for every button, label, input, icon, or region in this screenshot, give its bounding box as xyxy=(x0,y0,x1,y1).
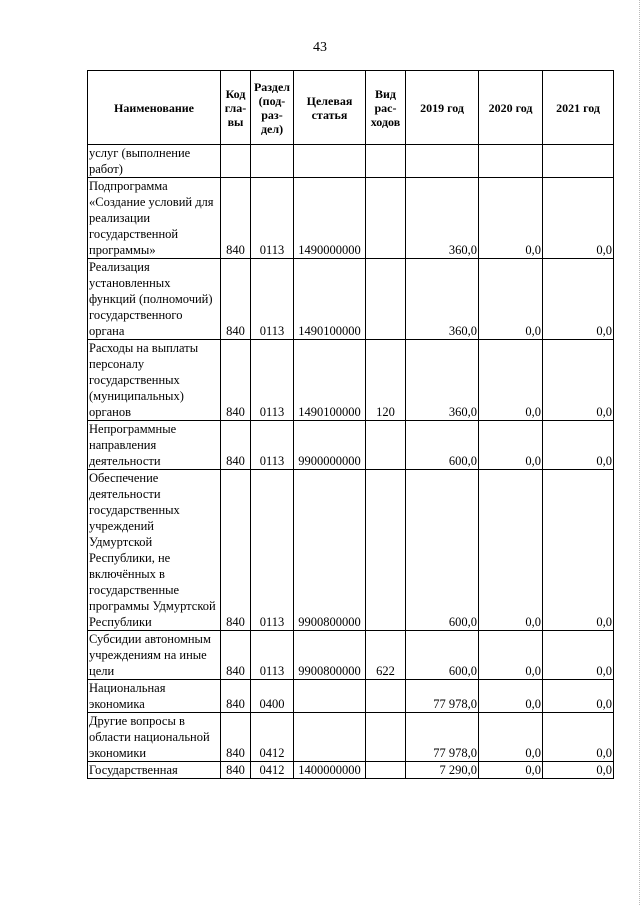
cell-y2019: 77 978,0 xyxy=(406,680,479,713)
header-name: Наименование xyxy=(88,71,221,145)
cell-name: Национальная экономика xyxy=(88,680,221,713)
cell-expense: 120 xyxy=(366,340,406,421)
header-row xyxy=(88,71,614,145)
cell-article: 9900000000 xyxy=(294,421,366,470)
cell-section: 0113 xyxy=(251,470,294,631)
header-code: Код гла- вы xyxy=(221,71,251,145)
cell-y2020: 0,0 xyxy=(479,178,543,259)
table-row xyxy=(88,680,614,713)
cell-article: 1490000000 xyxy=(294,178,366,259)
cell-y2021: 0,0 xyxy=(543,762,614,779)
header-expense: Вид рас- ходов xyxy=(366,71,406,145)
header-2020: 2020 год xyxy=(479,71,543,145)
header-2021: 2021 год xyxy=(543,71,614,145)
table-row xyxy=(88,178,614,259)
cell-y2020: 0,0 xyxy=(479,259,543,340)
cell-expense xyxy=(366,421,406,470)
table-body xyxy=(88,145,614,779)
cell-expense: 622 xyxy=(366,631,406,680)
cell-article xyxy=(294,680,366,713)
cell-y2021: 0,0 xyxy=(543,421,614,470)
cell-expense xyxy=(366,259,406,340)
cell-article: 1490100000 xyxy=(294,259,366,340)
cell-y2020: 0,0 xyxy=(479,421,543,470)
cell-y2021 xyxy=(543,145,614,178)
cell-code: 840 xyxy=(221,680,251,713)
cell-y2020: 0,0 xyxy=(479,340,543,421)
cell-y2021: 0,0 xyxy=(543,340,614,421)
cell-name: Подпрограмма «Создание условий для реализации государственной программы» xyxy=(88,178,221,259)
cell-section: 0113 xyxy=(251,340,294,421)
table-row xyxy=(88,259,614,340)
cell-name: услуг (выполнение работ) xyxy=(88,145,221,178)
cell-code xyxy=(221,145,251,178)
cell-expense xyxy=(366,713,406,762)
cell-section xyxy=(251,145,294,178)
cell-y2020: 0,0 xyxy=(479,470,543,631)
table-row xyxy=(88,762,614,779)
cell-section: 0113 xyxy=(251,421,294,470)
header-article: Целевая статья xyxy=(294,71,366,145)
cell-name: Государственная xyxy=(88,762,221,779)
cell-y2020: 0,0 xyxy=(479,713,543,762)
cell-y2020: 0,0 xyxy=(479,680,543,713)
cell-name: Реализация установленных функций (полномочий) государственного органа xyxy=(88,259,221,340)
cell-y2019: 600,0 xyxy=(406,470,479,631)
cell-article: 9900800000 xyxy=(294,470,366,631)
cell-name: Обеспечение деятельности государственных учреждений Удмуртской Республики, не включённых в государственные программы Удмуртской Республики xyxy=(88,470,221,631)
cell-name: Непрограммные направления деятельности xyxy=(88,421,221,470)
cell-code: 840 xyxy=(221,421,251,470)
cell-code: 840 xyxy=(221,631,251,680)
cell-y2021: 0,0 xyxy=(543,259,614,340)
table-row xyxy=(88,713,614,762)
cell-article: 9900800000 xyxy=(294,631,366,680)
cell-section: 0113 xyxy=(251,631,294,680)
page-number: 43 xyxy=(313,40,327,55)
cell-expense xyxy=(366,680,406,713)
cell-code: 840 xyxy=(221,259,251,340)
budget-table xyxy=(87,70,614,779)
table-row xyxy=(88,145,614,178)
cell-expense xyxy=(366,762,406,779)
header-section: Раздел (под- раз- дел) xyxy=(251,71,294,145)
cell-name: Расходы на выплаты персоналу государственных (муниципальных) органов xyxy=(88,340,221,421)
cell-y2019: 360,0 xyxy=(406,178,479,259)
cell-name: Другие вопросы в области национальной экономики xyxy=(88,713,221,762)
cell-y2019: 600,0 xyxy=(406,421,479,470)
cell-y2019: 77 978,0 xyxy=(406,713,479,762)
cell-code: 840 xyxy=(221,470,251,631)
cell-section: 0113 xyxy=(251,259,294,340)
cell-y2021: 0,0 xyxy=(543,631,614,680)
cell-y2021: 0,0 xyxy=(543,470,614,631)
cell-section: 0400 xyxy=(251,680,294,713)
cell-code: 840 xyxy=(221,340,251,421)
cell-expense xyxy=(366,470,406,631)
header-2019: 2019 год xyxy=(406,71,479,145)
cell-y2019: 360,0 xyxy=(406,340,479,421)
cell-name: Субсидии автономным учреждениям на иные цели xyxy=(88,631,221,680)
cell-y2021: 0,0 xyxy=(543,178,614,259)
cell-code: 840 xyxy=(221,713,251,762)
cell-y2019: 7 290,0 xyxy=(406,762,479,779)
cell-y2021: 0,0 xyxy=(543,713,614,762)
cell-article: 1490100000 xyxy=(294,340,366,421)
cell-section: 0113 xyxy=(251,178,294,259)
cell-section: 0412 xyxy=(251,762,294,779)
cell-code: 840 xyxy=(221,178,251,259)
cell-y2019: 600,0 xyxy=(406,631,479,680)
table-row xyxy=(88,631,614,680)
cell-expense xyxy=(366,178,406,259)
table-row xyxy=(88,470,614,631)
cell-expense xyxy=(366,145,406,178)
cell-y2019 xyxy=(406,145,479,178)
cell-article xyxy=(294,713,366,762)
cell-y2020: 0,0 xyxy=(479,631,543,680)
cell-article xyxy=(294,145,366,178)
cell-y2020 xyxy=(479,145,543,178)
table-row xyxy=(88,340,614,421)
cell-article: 1400000000 xyxy=(294,762,366,779)
cell-y2021: 0,0 xyxy=(543,680,614,713)
cell-y2020: 0,0 xyxy=(479,762,543,779)
cell-y2019: 360,0 xyxy=(406,259,479,340)
cell-section: 0412 xyxy=(251,713,294,762)
cell-code: 840 xyxy=(221,762,251,779)
table-row xyxy=(88,421,614,470)
